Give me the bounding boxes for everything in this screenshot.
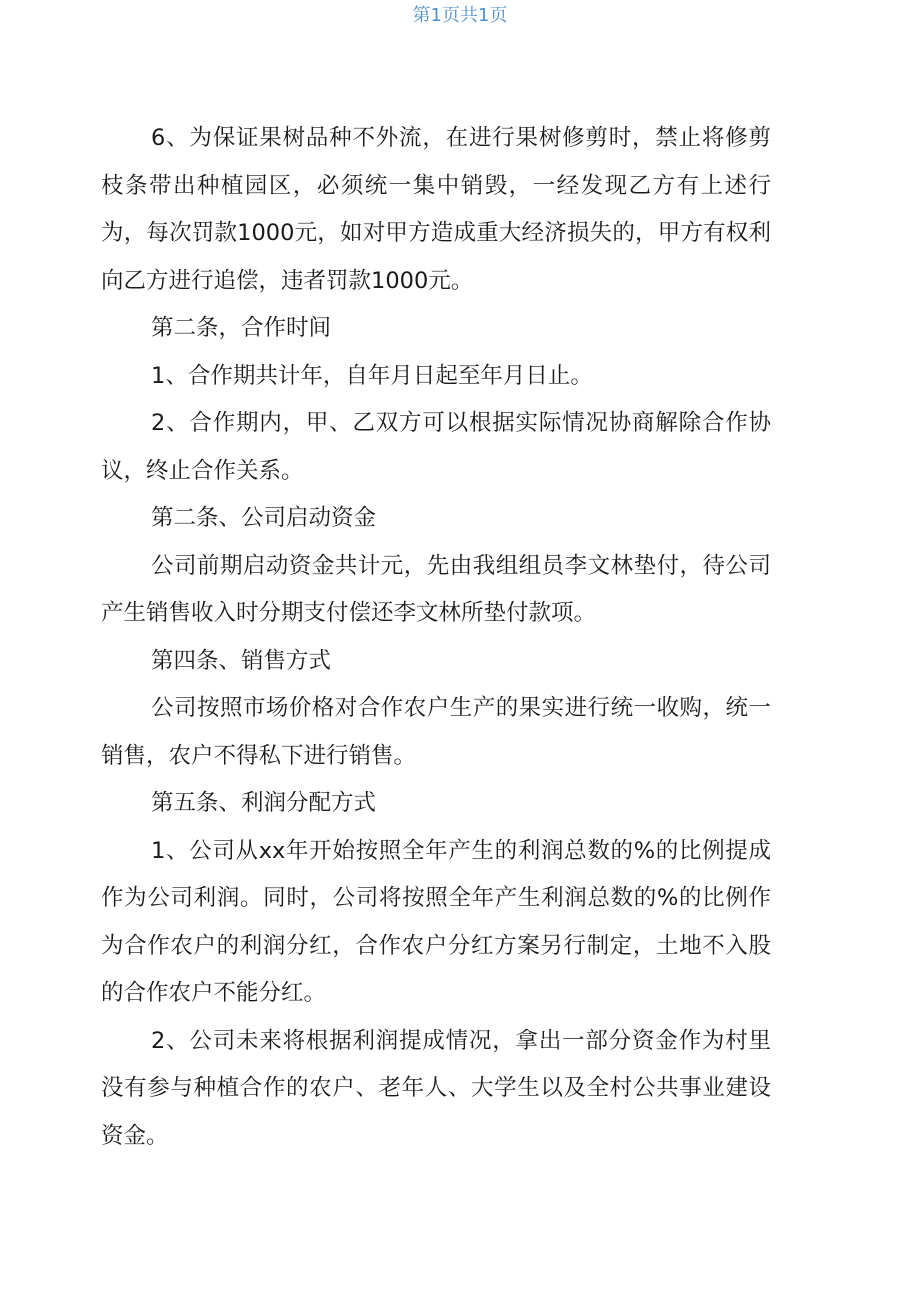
heading-sales-method: 第四条、销售方式 [151, 647, 332, 674]
heading-profit-distribution: 第五条、利润分配方式 [151, 790, 377, 816]
document-body [101, 115, 771, 1160]
paragraph-profit-share: 1、公司从xx年开始按照全年产生的利润总数的%的比例提成作为公司利润。同时，公司将按照全年产生利润总数的%的比例作为合作农户的利润分红，合作农户分红方案另行制定，土地不入股的合作农户不能分红。 [101, 837, 771, 1006]
paragraph-public-fund: 2、公司未来将根据利润提成情况，拿出一部分资金作为村里没有参与种植合作的农户、老年人、大学生以及全村公共事业建设资金。 [101, 1027, 771, 1149]
heading-cooperation-time: 第二条，合作时间 [151, 315, 332, 341]
page-indicator: 第1页共1页 [412, 5, 508, 26]
paragraph-fruit-tree-rule: 6、为保证果树品种不外流，在进行果树修剪时，禁止将修剪枝条带出种植园区，必须统一集中销毁，一经发现乙方有上述行为，每次罚款1000元，如对甲方造成重大经济损失的，甲方有权利向乙方进行追偿，违者罚款1000元。 [101, 125, 771, 294]
paragraph-cooperation-period: 1、合作期共计年，自年月日起至年月日止。 [151, 362, 593, 389]
heading-startup-capital: 第二条、公司启动资金 [151, 505, 377, 531]
paragraph-sales-method: 公司按照市场价格对合作农户生产的果实进行统一收购，统一销售，农户不得私下进行销售。 [101, 695, 771, 769]
paragraph-startup-capital: 公司前期启动资金共计元，先由我组组员李文林垫付，待公司产生销售收入时分期支付偿还李文林所垫付款项。 [101, 552, 771, 626]
paragraph-terminate-agreement: 2、合作期内，甲、乙双方可以根据实际情况协商解除合作协议，终止合作关系。 [101, 410, 771, 484]
